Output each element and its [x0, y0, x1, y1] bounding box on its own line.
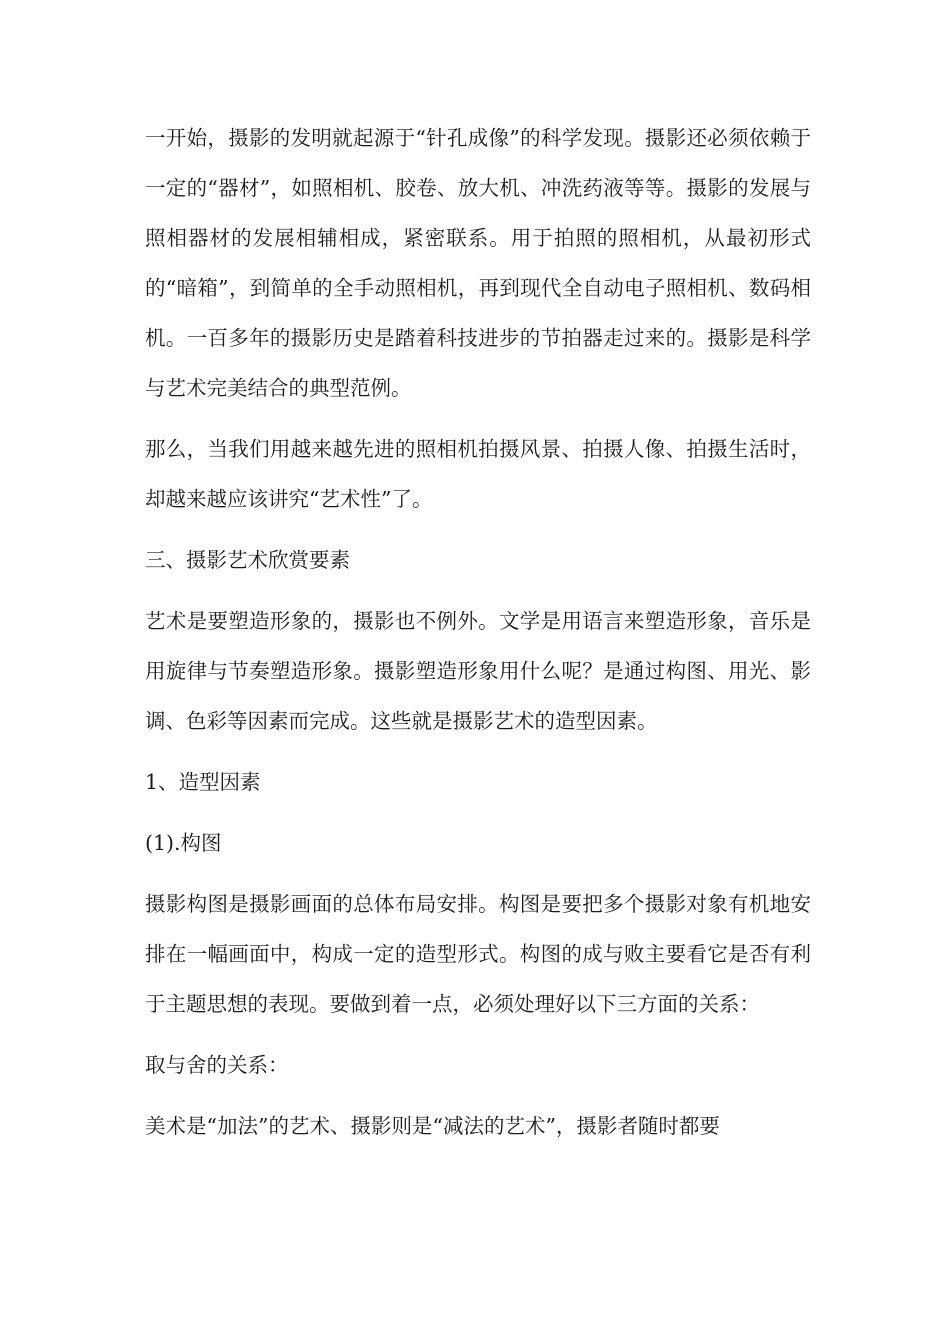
section-heading-appreciation-elements: 三、摄影艺术欣赏要素 [145, 548, 350, 572]
paragraph-artistry: 那么，当我们用越来越先进的照相机拍摄风景、拍摄人像、拍摄生活时，却越来越应该讲究“艺术性”了。 [145, 437, 811, 511]
paragraph-photography-origin: 一开始，摄影的发明就起源于“针孔成像”的科学发现。摄影还必须依赖于一定的“器材”，如照相机、胶卷、放大机、冲洗药液等等。摄影的发展与照相器材的发展相辅相成，紧密联系。用于拍照的照相机，从最初形式的“暗箱”，到简单的全手动照相机，再到现代全自动电子照相机、数码相机。一百多年的摄影历史是踏着科技进步的节拍器走过来的。摄影是科学与艺术完美结合的典型范例。 [145, 126, 811, 400]
paragraph-subtraction-art: 美术是“加法”的艺术、摄影则是“减法的艺术”，摄影者随时都要 [145, 1114, 720, 1138]
paragraph-composition: 摄影构图是摄影画面的总体布局安排。构图是要把多个摄影对象有机地安排在一幅画面中，构成一定的造型形式。构图的成与败主要看它是否有利于主题思想的表现。要做到着一点，必须处理好以下三方面的关系： [145, 892, 811, 1016]
subheading-selection-relation: 取与舍的关系： [145, 1053, 289, 1077]
subheading-composition: (1).构图 [145, 831, 222, 855]
subheading-modeling-factors: 1、造型因素 [145, 770, 261, 794]
paragraph-shaping-images: 艺术是要塑造形象的，摄影也不例外。文学是用语言来塑造形象，音乐是用旋律与节奏塑造形象。摄影塑造形象用什么呢？是通过构图、用光、影调、色彩等因素而完成。这些就是摄影艺术的造型因素。 [145, 609, 811, 733]
document-body [145, 113, 811, 1151]
